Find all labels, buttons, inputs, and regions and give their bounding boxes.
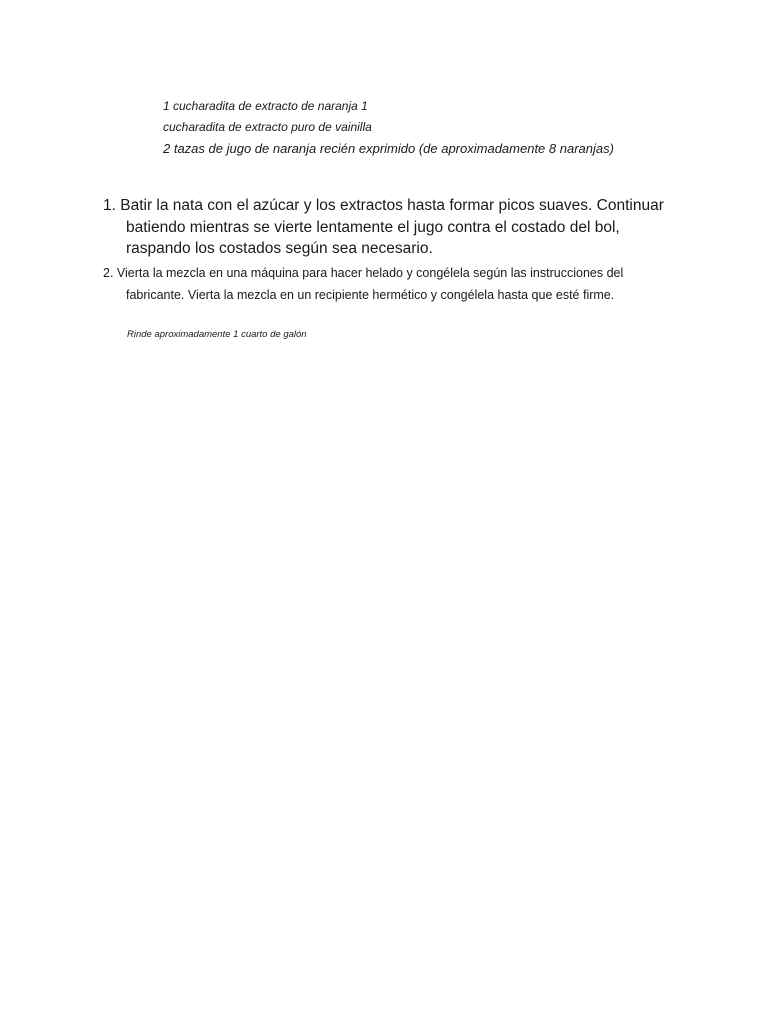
step-number: 2. [103, 265, 114, 280]
instruction-step [103, 262, 683, 306]
ingredient-list [163, 96, 723, 159]
ingredient-line: cucharadita de extracto puro de vainilla [163, 120, 372, 134]
step-text: Vierta la mezcla en una máquina para hacer helado y congélela según las instrucciones del fabricante. Vierta la mezcla en un recipiente hermético y congélela hasta que esté firme. [116, 265, 624, 302]
ingredient-line: 1 cucharadita de extracto de naranja 1 [163, 99, 368, 113]
ingredient-line: 2 tazas de jugo de naranja recién exprimido (de aproximadamente 8 naranjas) [163, 141, 614, 156]
yield-note: Rinde aproximadamente 1 cuarto de galón [127, 329, 307, 340]
instruction-steps [103, 195, 683, 306]
step-text: Batir la nata con el azúcar y los extractos hasta formar picos suaves. Continuar batiendo mientras se vierte lentamente el jugo contra el costado del bol, raspando los costados según sea necesario. [120, 197, 664, 257]
instruction-step [103, 195, 683, 260]
step-number: 1. [103, 197, 116, 214]
